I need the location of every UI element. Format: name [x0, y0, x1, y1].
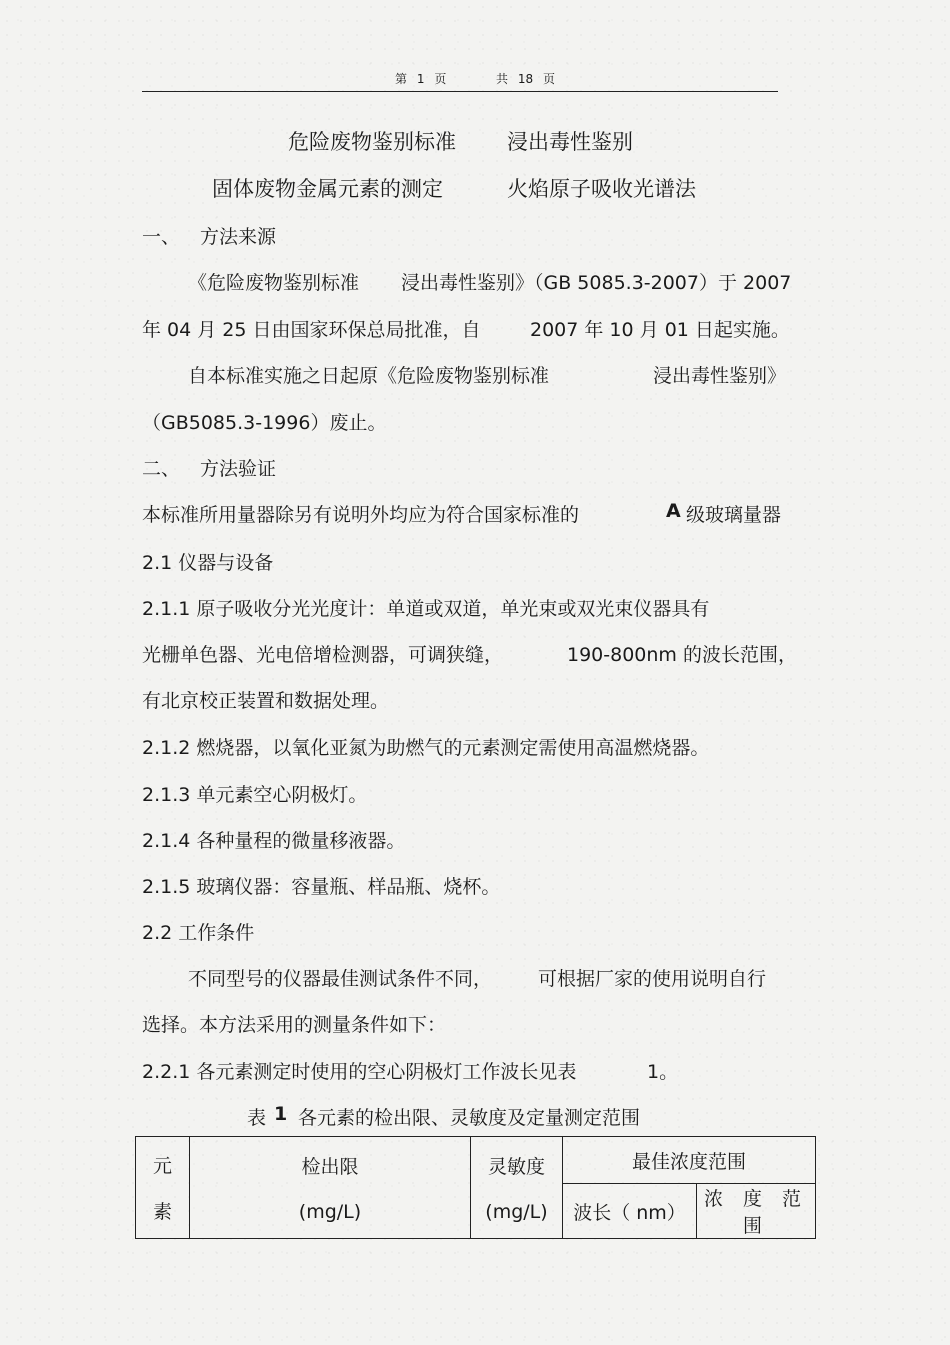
item-2-1-2: 2.1.2 燃烧器，以氧化亚氮为助燃气的元素测定需使用高温燃烧器。	[142, 737, 710, 759]
header-detection-limit-label: 检出限	[301, 1156, 359, 1178]
sec2-intro-grade: A	[666, 500, 681, 522]
item-2-1-1-c: 190-800nm 的波长范围，	[567, 644, 797, 666]
header-divider	[142, 91, 778, 92]
table1	[135, 1136, 816, 1239]
page-suffix: 页	[434, 72, 447, 86]
title-line1-left: 危险废物鉴别标准	[288, 130, 456, 154]
total-suffix: 页	[542, 72, 555, 86]
sec2-intro-a: 本标准所用量器除另有说明外均应为符合国家标准的	[142, 504, 580, 526]
header-element-line2: 素	[152, 1201, 172, 1224]
total-pages: 18	[517, 72, 534, 86]
table1-caption-prefix: 表	[247, 1107, 267, 1129]
sec1-para1-b: 浸出毒性鉴别》（GB 5085.3-2007）于 2007	[401, 272, 792, 294]
subsection-2-1: 2.1 仪器与设备	[142, 552, 274, 574]
page-prefix: 第	[395, 72, 408, 86]
item-2-1-5: 2.1.5 玻璃仪器：容量瓶、样品瓶、烧杯。	[142, 876, 501, 898]
sec1-para2-b: 浸出毒性鉴别》	[653, 365, 787, 387]
header-element-line1: 元	[152, 1154, 172, 1177]
total-prefix: 共	[496, 72, 509, 86]
item-2-1-1-b: 光栅单色器、光电倍增检测器，可调狭缝，	[142, 644, 504, 666]
header-best-range: 最佳浓度范围	[563, 1137, 816, 1184]
section1-number: 一、	[142, 226, 181, 248]
title-line1-right: 浸出毒性鉴别	[507, 130, 633, 154]
item-2-1-4: 2.1.4 各种量程的微量移液器。	[142, 830, 406, 852]
header-sensitivity-label: 灵敏度	[487, 1156, 545, 1178]
section2-number: 二、	[142, 458, 181, 480]
subsection-2-2: 2.2 工作条件	[142, 922, 255, 944]
header-sensitivity-unit: (mg/L)	[485, 1201, 548, 1223]
table1-caption-number: 1	[274, 1103, 288, 1125]
header-element	[136, 1137, 190, 1239]
title-line2-left: 固体废物金属元素的测定	[212, 177, 443, 201]
sec2-2-para-c: 选择。本方法采用的测量条件如下：	[142, 1014, 447, 1036]
sec2-intro-c: 级玻璃量器	[686, 504, 782, 526]
header-detection-limit	[190, 1137, 471, 1239]
table1-caption-title: 各元素的检出限、灵敏度及定量测定范围	[298, 1107, 641, 1129]
sec1-para1-a: 《危险废物鉴别标准	[188, 272, 360, 294]
page-header	[0, 70, 950, 87]
item-2-1-3: 2.1.3 单元素空心阴极灯。	[142, 784, 368, 806]
page-number: 1	[416, 72, 425, 86]
item-2-1-1-d: 有北京校正装置和数据处理。	[142, 690, 390, 712]
header-wavelength: 波长（ nm）	[563, 1184, 697, 1239]
item-2-2-1-a: 2.2.1 各元素测定时使用的空心阴极灯工作波长见表	[142, 1061, 577, 1083]
sec1-para1-c: 年 04 月 25 日由国家环保总局批准，自	[142, 319, 481, 341]
sec1-para2-a: 自本标准实施之日起原《危险废物鉴别标准	[188, 365, 550, 387]
sec2-2-para-b: 可根据厂家的使用说明自行	[538, 968, 767, 990]
header-sensitivity	[471, 1137, 563, 1239]
section1-heading: 方法来源	[200, 226, 277, 248]
sec1-para1-d: 2007 年 10 月 01 日起实施。	[530, 319, 790, 341]
header-detection-limit-unit: (mg/L)	[298, 1201, 362, 1223]
header-concentration-range: 浓 度 范 围	[697, 1184, 816, 1239]
item-2-1-1-a: 2.1.1 原子吸收分光光度计：单道或双道，单光束或双光束仪器具有	[142, 598, 710, 620]
sec2-2-para-a: 不同型号的仪器最佳测试条件不同，	[188, 968, 493, 990]
section2-heading: 方法验证	[200, 458, 277, 480]
item-2-2-1-b: 1。	[647, 1061, 679, 1083]
title-line2-right: 火焰原子吸收光谱法	[507, 177, 696, 201]
sec1-para2-c: （GB5085.3-1996）废止。	[142, 412, 387, 434]
